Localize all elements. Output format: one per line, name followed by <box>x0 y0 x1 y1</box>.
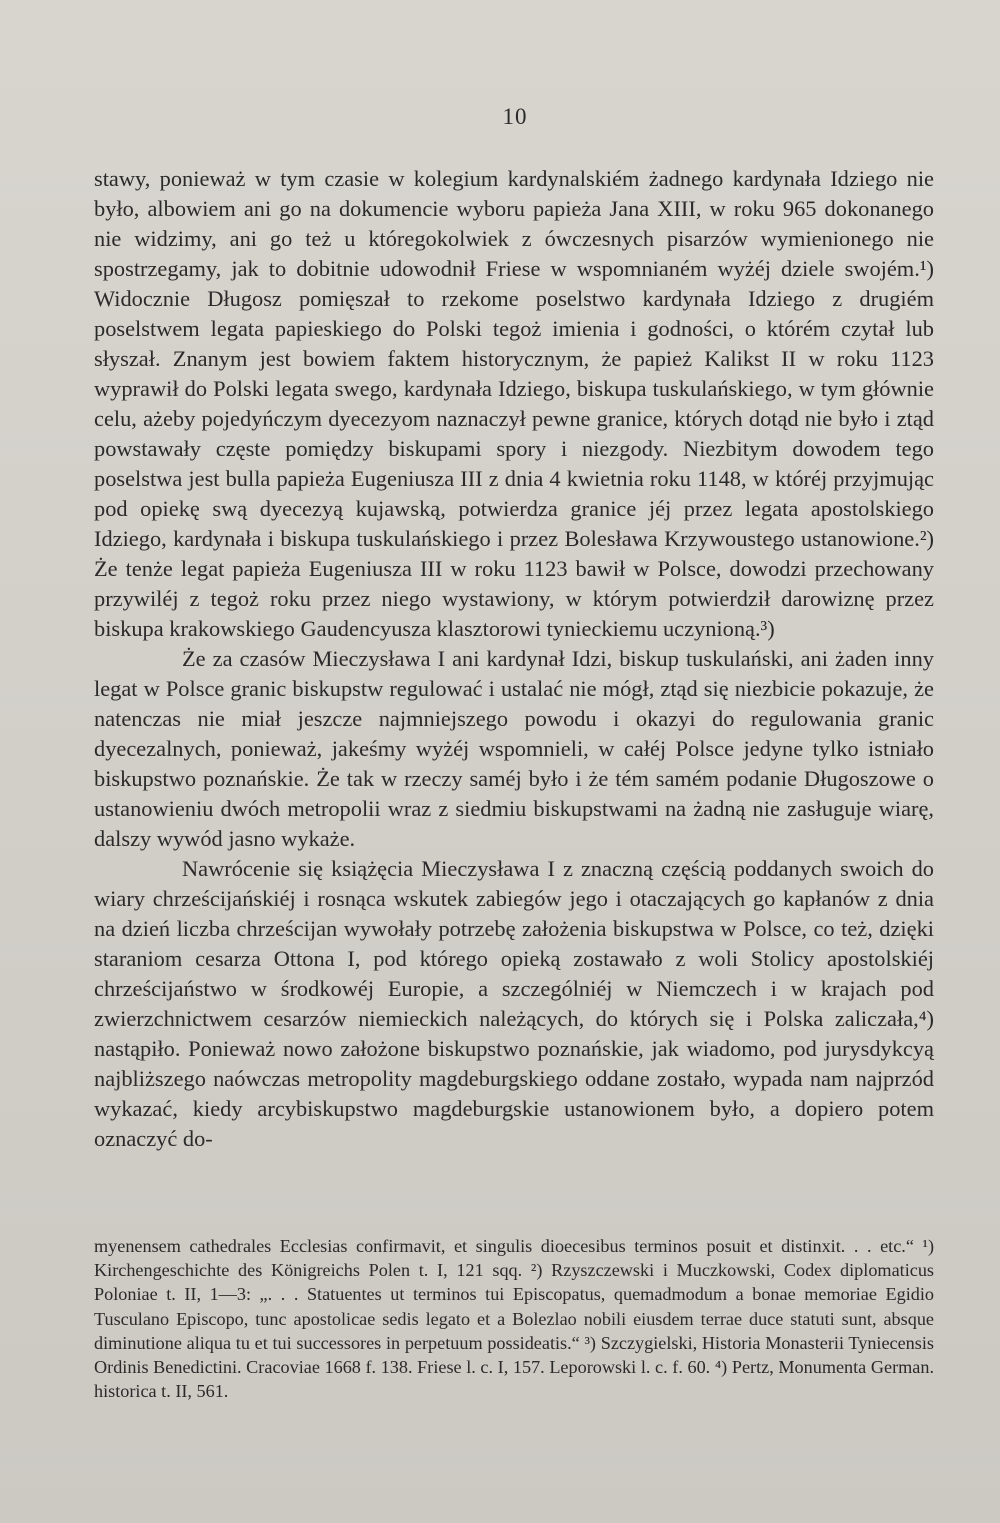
paragraph-1: stawy, ponieważ w tym czasie w kolegium kardynalskiém żadnego kardynała Idziego nie było, albowiem ani go na dokumencie wyboru papieża Jana XIII, w roku 965 dokonanego nie widzimy, ani go też u któregokolwiek z ówczesnych pisarzów wymienionego nie spostrzegamy, jak to dobitnie udowodnił Friese w wspomnianém wyżéj dziele swojém.¹) Widocznie Długosz pomięszał to rzekome poselstwo kardynała Idziego z drugiém poselstwem legata papieskiego do Polski tegoż imienia i godności, o którém czytał lub słyszał. Znanym jest bowiem faktem historycznym, że papież Kalikst II w roku 1123 wyprawił do Polski legata swego, kardynała Idziego, biskupa tuskulańskiego, w tym głównie celu, ażeby pojedyńczym dyecezyom naznaczył pewne granice, których dotąd nie było i ztąd powstawały częste pomiędzy biskupami spory i niezgody. Niezbitym dowodem tego poselstwa jest bulla papieża Eugeniusza III z dnia 4 kwietnia roku 1148, w któréj przyjmując pod opiekę swą dyecezyą kujawską, potwierdza granice jéj przez legata apostolskiego Idziego, kardynała i biskupa tuskulańskiego i przez Bolesława Krzywoustego ustanowione.²) Że tenże legat papieża Eugeniusza III w roku 1123 bawił w Polsce, dowodzi przechowany przywiléj z tegoż roku przez niego wystawiony, w którym potwierdził darowiznę przez biskupa krakowskiego Gaudencyusza klasztorowi tynieckiemu uczynioną.³) <box>94 166 934 641</box>
page-number: 10 <box>502 104 528 129</box>
footnotes <box>94 1234 934 1403</box>
main-text <box>94 164 934 1154</box>
paragraph-2: Że za czasów Mieczysława I ani kardynał Idzi, biskup tuskulański, ani żaden inny legat w Polsce granic biskupstw regulować i ustalać nie mógł, ztąd się niezbicie pokazuje, że natenczas nie miał jeszcze najmniejszego powodu i okazyi do regulowania granic dyecezalnych, ponieważ, jakeśmy wyżéj wspomnieli, w całéj Polsce jedyne tylko istniało biskupstwo poznańskie. Że tak w rzeczy saméj było i że tém samém podanie Długoszowe o ustanowieniu dwóch metropolii wraz z siedmiu biskupstwami na żadną nie zasługuje wiarę, dalszy wywód jasno wykaże. <box>94 646 934 851</box>
footnote-text: myenensem cathedrales Ecclesias confirmavit, et singulis dioecesibus terminos posuit et distinxit. . . etc.“ ¹) Kirchengeschichte des Königreichs Polen t. I, 121 sqq. ²) Rzyszczewski i Muczkowski, Codex diplomaticus Poloniae t. II, 1—3: „. . . Statuentes ut terminos tui Episcopatus, quemadmodum a bonae memoriae Egidio Tusculano Episcopo, tunc apostolicae sedis legato et a Bolezlao nobili eiusdem terrae duce statuti sunt, absque diminutione aliqua tu et tui successores in perpetuum possideatis.“ ³) Szczygielski, Historia Monasterii Tyniecensis Ordinis Benedictini. Cracoviae 1668 f. 138. Friese l. c. I, 157. Leporowski l. c. f. 60. ⁴) Pertz, Monumenta German. historica t. II, 561. <box>94 1236 934 1402</box>
paragraph-3: Nawrócenie się książęcia Mieczysława I z znaczną częścią poddanych swoich do wiary chrześcijańskiéj i rosnąca wskutek zabiegów jego i otaczających go kapłanów z dnia na dzień liczba chrześcijan wywołały potrzebę założenia biskupstwa w Polsce, co też, dzięki staraniom cesarza Ottona I, pod którego opieką zostawało z woli Stolicy apostolskiéj chrześcijaństwo w środkowéj Europie, a szczególniéj w Niemczech i w krajach pod zwierzchnictwem cesarzów niemieckich należących, do których się i Polska zaliczała,⁴) nastąpiło. Ponieważ nowo założone biskupstwo poznańskie, jak wiadomo, pod jurysdykcyą najbliższego naówczas metropolity magdeburgskiego oddane zostało, wypada nam najprzód wykazać, kiedy arcybiskupstwo magdeburgskie ustanowionem było, a dopiero potem oznaczyć do- <box>94 856 934 1151</box>
